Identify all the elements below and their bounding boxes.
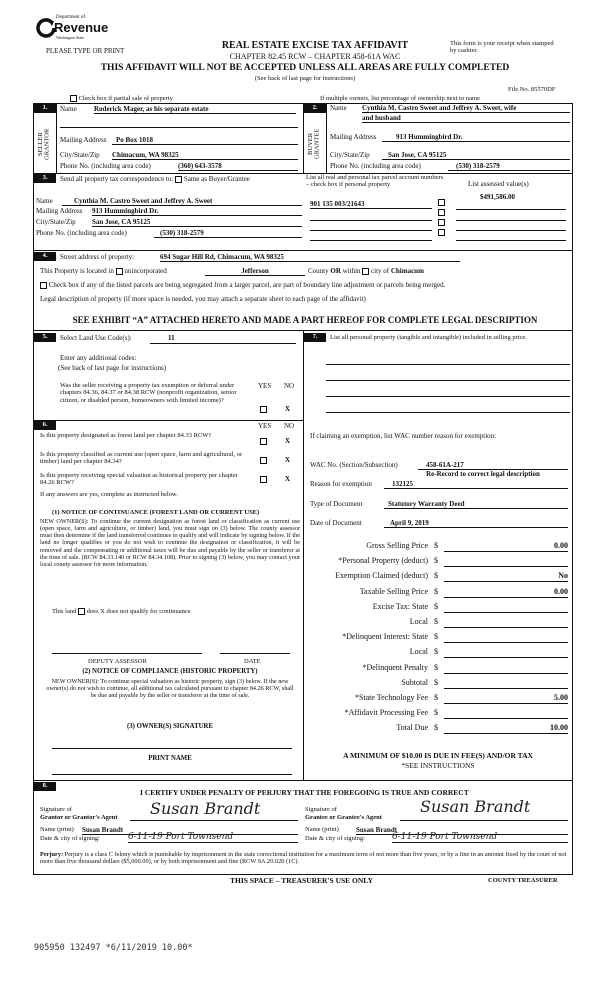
seller-address-label: Mailing Address bbox=[60, 136, 107, 144]
buyer-name[interactable]: Cynthia M. Castro Sweet and Jeffrey A. Sweet, wife bbox=[362, 104, 570, 113]
deputy-assessor: DEPUTY ASSESSOR bbox=[88, 658, 147, 665]
historic-no-answer[interactable]: X bbox=[285, 475, 291, 483]
current-use-no-answer[interactable]: X bbox=[285, 456, 291, 464]
tax-row-dollar: $ bbox=[434, 571, 438, 581]
personal-property-checkbox[interactable] bbox=[438, 199, 445, 206]
tax-row-dollar: $ bbox=[434, 677, 438, 687]
buyer-city[interactable]: San Jose, CA 95125 bbox=[382, 151, 570, 160]
additional-codes: Enter any additional codes: bbox=[60, 354, 137, 362]
tax-row-label: Taxable Selling Price bbox=[359, 586, 428, 596]
doc-type[interactable]: Statutory Warranty Deed bbox=[384, 500, 568, 509]
buyer-city-label: City/State/Zip bbox=[330, 151, 370, 159]
reason-label: Reason for exemption bbox=[310, 480, 372, 488]
tax-row-value[interactable]: No bbox=[444, 571, 568, 582]
land-use-label: Select Land Use Code(s): bbox=[60, 334, 132, 342]
section-3-number: 3. bbox=[34, 174, 56, 183]
county-treasurer: COUNTY TREASURER bbox=[488, 877, 558, 884]
tax-row-value[interactable]: 0.00 bbox=[444, 541, 568, 552]
treasurer-space: THIS SPACE – TREASURER'S USE ONLY bbox=[230, 876, 374, 885]
tax-table bbox=[306, 541, 570, 736]
correspondence-name[interactable]: Cynthia M. Castro Sweet and Jeffrey A. Sweet bbox=[62, 197, 302, 206]
seller-name-label: Name bbox=[60, 105, 77, 113]
revenue-logo bbox=[34, 15, 109, 43]
tax-row-label: Excise Tax: State bbox=[372, 601, 428, 611]
doc-date[interactable]: April 9, 2019 bbox=[384, 519, 568, 528]
county[interactable]: Jefferson bbox=[205, 267, 305, 276]
section5-no: NO bbox=[284, 382, 295, 390]
buyer-address-label: Mailing Address bbox=[330, 133, 377, 141]
answers-note: If any answers are yes, complete as instructed below. bbox=[40, 491, 178, 498]
buyer-name-label: Name bbox=[330, 104, 347, 112]
tax-row-label: Local bbox=[409, 647, 428, 657]
tax-row-value[interactable] bbox=[444, 617, 568, 628]
section5-yes: YES bbox=[258, 382, 272, 390]
correspondence-name-label: Name bbox=[36, 197, 53, 205]
tax-row-dollar: $ bbox=[434, 541, 438, 550]
tax-row-value[interactable] bbox=[444, 708, 568, 719]
current-use-question: Is this property classified as current use (open space, farm and agricultural, or timber) land per chapter 84.34? bbox=[40, 451, 243, 466]
exemption-reason-number[interactable]: 132125 bbox=[384, 480, 568, 489]
grantee-signature[interactable]: Susan Brandt bbox=[420, 797, 531, 816]
tax-row-label: *Delinquent Interest: State bbox=[342, 632, 428, 642]
form-title: REAL ESTATE EXCISE TAX AFFIDAVIT bbox=[221, 40, 409, 51]
correspondence-city-label: City/State/Zip bbox=[36, 218, 76, 226]
exemption-reason[interactable]: Re-Record to correct legal description bbox=[426, 470, 540, 478]
parcels-label: List all real and personal tax parcel account numbers – check box if personal property bbox=[306, 174, 444, 189]
grantee-sig-label-1: Signature of bbox=[305, 806, 337, 813]
tax-row-dollar: $ bbox=[434, 662, 438, 672]
grantor-date-label: Date & city of signing: bbox=[40, 835, 100, 842]
seller-label: SELLER GRANTOR bbox=[37, 128, 51, 160]
assessed-value[interactable]: $491,586.00 bbox=[480, 193, 515, 201]
exemption-claim-label: If claiming an exemption, list WAC number reason for exemption: bbox=[310, 432, 497, 440]
partial-sale-checkbox[interactable] bbox=[70, 95, 77, 102]
tax-row-label: Total Due bbox=[396, 723, 428, 733]
wac-label: WAC No. (Section/Subsection) bbox=[310, 461, 398, 469]
tax-row-label: *Delinquent Penalty bbox=[362, 662, 428, 672]
form-chapter: CHAPTER 82.45 RCW – CHAPTER 458-61A WAC bbox=[229, 52, 401, 61]
tax-row-value[interactable] bbox=[444, 647, 568, 658]
buyer-phone[interactable]: (530) 318-2579 bbox=[448, 162, 570, 171]
tax-row-value[interactable] bbox=[444, 663, 568, 674]
buyer-address[interactable]: 913 Hummingbird Dr. bbox=[382, 133, 570, 142]
street-address[interactable]: 694 Sugar Hill Rd, Chimacum, WA 98325 bbox=[160, 253, 460, 262]
continuance-title: (1) NOTICE OF CONTINUANCE (FOREST LAND OR CURRENT USE) bbox=[52, 509, 260, 516]
grantee-name-label: Name (print) bbox=[305, 826, 339, 833]
tax-row-dollar: $ bbox=[434, 601, 438, 611]
multiple-owners: If multiple owners, list percentage of ownership next to name bbox=[320, 95, 480, 102]
cashier-stamp: 905950 132497 *6/11/2019 10.00* bbox=[34, 943, 193, 953]
tax-row-dollar: $ bbox=[434, 632, 438, 642]
section-6-number: 6. bbox=[34, 421, 56, 430]
tax-row-label: *State Technology Fee bbox=[354, 693, 428, 702]
tax-row-value[interactable] bbox=[444, 678, 568, 689]
unincorporated-checkbox[interactable] bbox=[116, 268, 123, 275]
forest-yes-checkbox[interactable] bbox=[260, 438, 267, 445]
see-back: (See back of last page for instructions) bbox=[254, 75, 356, 82]
section6-no: NO bbox=[284, 422, 295, 430]
seller-phone[interactable]: (360) 643-3578 bbox=[178, 162, 298, 171]
exemption-yes-checkbox[interactable] bbox=[260, 406, 267, 413]
same-as-buyer-checkbox[interactable] bbox=[175, 176, 182, 183]
agency-label: Department of bbox=[56, 15, 86, 20]
tax-row-dollar: $ bbox=[434, 586, 438, 596]
seller-name[interactable]: Roderick Mager, as his separate estate bbox=[94, 105, 296, 114]
section-5-number: 5. bbox=[34, 333, 56, 342]
print-name-label: PRINT NAME bbox=[148, 755, 192, 762]
compliance-body: NEW OWNER(S): To continue special valuation as historic property, sign (3) below. If the new owner(s) do not wish to continue, all additional tax calculated pursuant to chapter 84.26 RCW, shall be due and payable by the seller or transferor at the time of sale. bbox=[46, 678, 294, 700]
legal-description-label: Legal description of property (if more space is needed, you may attach a separate sheet to each page of the affidavit) bbox=[40, 295, 366, 303]
tax-row-value[interactable] bbox=[444, 556, 568, 567]
personal-property-label: List all personal property (tangible and intangible) included in selling price. bbox=[330, 334, 527, 341]
grantor-signature[interactable]: Susan Brandt bbox=[150, 799, 261, 818]
seller-city-label: City/State/Zip bbox=[60, 151, 100, 159]
tax-row-dollar: $ bbox=[434, 647, 438, 657]
grantor-sig-label-2: Grantor or Grantor's Agent bbox=[40, 814, 118, 821]
personal-property-checkbox[interactable] bbox=[438, 219, 445, 226]
tax-row-dollar: $ bbox=[434, 556, 438, 566]
located-in: This Property is located in unincorporated bbox=[40, 267, 167, 275]
tax-row-label: Gross Selling Price bbox=[366, 541, 428, 550]
partial-sale: Check box if partial sale of property bbox=[70, 95, 173, 102]
file-number: File No. 85570DF bbox=[508, 86, 556, 93]
buyer-name-cont[interactable]: and husband bbox=[362, 114, 570, 123]
additional-see-back: (See back of last page for instructions) bbox=[58, 364, 167, 372]
please-type: PLEASE TYPE OR PRINT bbox=[46, 47, 125, 55]
tax-row-value[interactable]: 0.00 bbox=[444, 587, 568, 598]
assessor-date: DATE bbox=[244, 658, 261, 665]
correspondence-phone-label: Phone No. (including area code) bbox=[36, 229, 127, 237]
buyer-phone-label: Phone No. (including area code) bbox=[330, 162, 421, 170]
county-within: County OR within city of Chimacum bbox=[308, 267, 424, 275]
section-1-number: 1. bbox=[34, 104, 56, 113]
assessed-label: List assessed value(s) bbox=[468, 180, 529, 188]
correspondence-address[interactable]: 913 Hummingbird Dr. bbox=[92, 207, 302, 216]
historic-yes-checkbox[interactable] bbox=[260, 476, 267, 483]
section-7-number: 7. bbox=[304, 333, 326, 342]
grantee-date-city[interactable]: 6-11-19 Port Townsend bbox=[392, 832, 568, 843]
tax-row-dollar: $ bbox=[434, 617, 438, 626]
tax-row-value[interactable]: 10.00 bbox=[444, 723, 568, 734]
correspondence-phone[interactable]: (530) 318-2579 bbox=[154, 229, 302, 238]
tax-row-value[interactable]: 5.00 bbox=[444, 693, 568, 704]
grantor-name[interactable]: Susan Brandt bbox=[82, 826, 298, 835]
seller-phone-label: Phone No. (including area code) bbox=[60, 162, 151, 170]
section-8-number: 8. bbox=[34, 782, 56, 791]
grantor-name-label: Name (print) bbox=[40, 826, 74, 833]
exemption-no-answer[interactable]: X bbox=[285, 405, 291, 413]
warning: THIS AFFIDAVIT WILL NOT BE ACCEPTED UNLESS ALL AREAS ARE FULLY COMPLETED bbox=[100, 63, 510, 73]
owner-signature-label: (3) OWNER(S) SIGNATURE bbox=[127, 723, 213, 730]
wac-number[interactable]: 458-61A-217 bbox=[418, 461, 568, 470]
personal-property-checkbox[interactable] bbox=[438, 209, 445, 216]
certify-statement: I CERTIFY UNDER PENALTY OF PERJURY THAT THE FOREGOING IS TRUE AND CORRECT bbox=[140, 788, 469, 797]
receipt-note: This form is your receipt when stamped by cashier. bbox=[450, 40, 554, 55]
see-instructions: *SEE INSTRUCTIONS bbox=[401, 761, 475, 770]
segregated-checkbox[interactable] bbox=[40, 282, 47, 289]
tax-row-dollar: $ bbox=[434, 723, 438, 733]
minimum-due: A MINIMUM OF $10.00 IS DUE IN FEE(S) AND/OR TAX bbox=[343, 751, 533, 760]
exhibit-note: SEE EXHIBIT “A” ATTACHED HERETO AND MADE A PART HEREOF FOR COMPLETE LEGAL DESCRIPTION bbox=[72, 315, 538, 325]
grantor-date-city[interactable]: 6-11-19 Port Townsend bbox=[128, 832, 298, 843]
grantor-sig-label-1: Signature of bbox=[40, 806, 72, 813]
grantee-date-label: Date & city of signing: bbox=[305, 835, 365, 842]
compliance-title: (2) NOTICE OF COMPLIANCE (HISTORIC PROPERTY) bbox=[82, 668, 258, 675]
grantee-sig-label-2: Grantee or Grantee's Agent bbox=[305, 814, 382, 821]
exemption-question: Was the seller receiving a property tax exemption or deferral under chapters 84.36, 84.37 or 84.38 RCW (nonprofit organization, senior citizen, or disabled person, homeowners with limited income)? bbox=[60, 382, 237, 404]
agency-name: Revenue bbox=[54, 20, 109, 35]
forest-land-question: Is this property designated as forest land per chapter 84.33 RCW? bbox=[40, 432, 212, 439]
tax-row-label: Subtotal bbox=[401, 677, 428, 687]
doc-date-label: Date of Document bbox=[310, 519, 362, 527]
agency-state: Washington State bbox=[56, 35, 85, 40]
correspondence-city[interactable]: San Jose, CA 95125 bbox=[92, 218, 302, 227]
section-2-number: 2. bbox=[304, 104, 326, 113]
street-address-label: Street address of property: bbox=[60, 253, 135, 261]
parcel-rows bbox=[438, 199, 445, 236]
section6-yes: YES bbox=[258, 422, 272, 430]
tax-row-label: *Personal Property (deduct) bbox=[338, 556, 428, 566]
send-correspondence: Send all property tax correspondence to: Same as Buyer/Grantee bbox=[60, 175, 250, 183]
tax-row-dollar: $ bbox=[434, 693, 438, 702]
doc-type-label: Type of Document bbox=[310, 500, 363, 508]
tax-row-value[interactable] bbox=[444, 602, 568, 613]
seller-address[interactable]: Po Box 1018 bbox=[112, 136, 298, 145]
historic-question: Is this property receiving special valuation as historical property per chapter 84.26 RCW? bbox=[40, 472, 238, 487]
forest-no-answer[interactable]: X bbox=[285, 437, 291, 445]
seller-city[interactable]: Chimacum, WA 98325 bbox=[112, 151, 298, 160]
land-use-code[interactable]: 11 bbox=[168, 334, 175, 342]
buyer-label: BUYER GRANTEE bbox=[307, 128, 321, 160]
personal-property-checkbox[interactable] bbox=[438, 229, 445, 236]
tax-row-label: Local bbox=[409, 617, 428, 626]
continuance-body: NEW OWNER(S): To continue the current designation as forest land or classification as current use (open space, farm and agriculture, or timber) land, you must sign on (3) below. The county assessor must then determine if the land transferred continues to qualify and will indicate by signing below. If the land no longer qualifies or you do not wish to continue the designation or classification, it will be removed and the compensating or additional taxes will be due and payable by the seller or transferor at the time of sale. (RCW 84.33.140 or RCW 84.34.108). Prior to signing (3) below, you may contact your local county assessor for more information. bbox=[40, 518, 300, 568]
tax-row-dollar: $ bbox=[434, 708, 438, 718]
tax-row-label: *Affidavit Processing Fee bbox=[344, 708, 428, 718]
tax-row-value[interactable] bbox=[444, 632, 568, 643]
grantee-name[interactable]: Susan Brandt bbox=[356, 826, 568, 835]
segregated-note: Check box if any of the listed parcels are being segregated from a larger parcel, are part of boundary line adjustment or parcels being merged. bbox=[40, 281, 445, 289]
section-4-number: 4. bbox=[34, 252, 56, 261]
continuance-qualify: This land does X does not qualify for continuance bbox=[52, 608, 191, 615]
current-use-yes-checkbox[interactable] bbox=[260, 457, 267, 464]
perjury-note: Perjury: Perjury is a class C felony which is punishable by imprisonment in the state correctional institution for a maximum term of not more than five years, or by a fine in an amount fixed by the court of not more than five thousand dollars ($5,000.00), or by both imprisonment and fine (RCW 9A.20.020 (1C). bbox=[40, 851, 567, 866]
qualify-checkbox[interactable] bbox=[78, 608, 85, 615]
city-checkbox[interactable] bbox=[362, 268, 369, 275]
parcel-number[interactable]: 901 135 003/21643 bbox=[310, 200, 432, 209]
tax-row-label: Exemption Claimed (deduct) bbox=[335, 571, 428, 581]
correspondence-address-label: Mailing Address bbox=[36, 207, 83, 215]
